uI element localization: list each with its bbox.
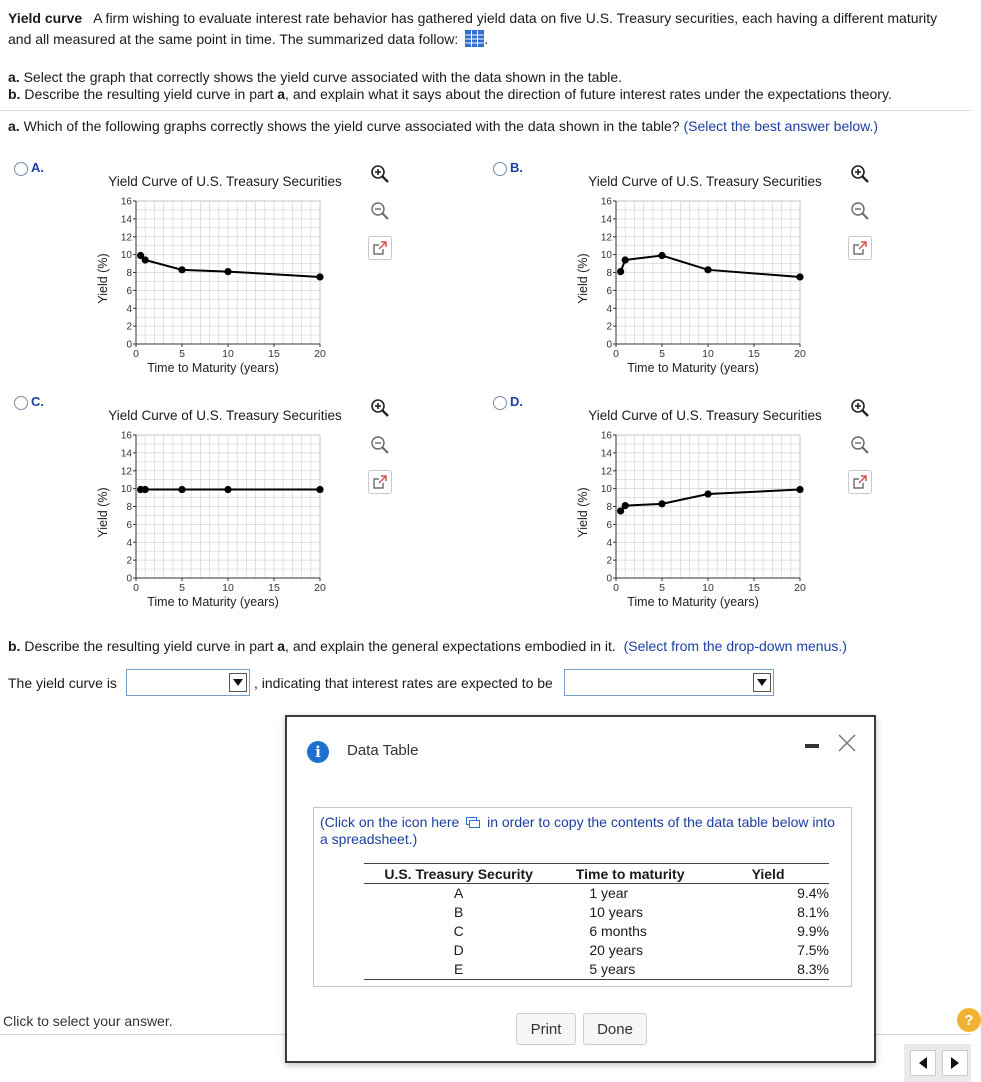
chart-grid xyxy=(136,435,320,578)
sentence-mid: , indicating that interest rates are expected to be xyxy=(254,675,553,691)
y-tick-label: 12 xyxy=(120,466,132,478)
data-point xyxy=(796,486,803,493)
x-tick-label: 0 xyxy=(133,348,139,360)
x-axis-label: Time to Maturity (years) xyxy=(627,595,759,609)
yield-cell: 8.3% xyxy=(707,960,829,980)
problem-intro: Yield curve A firm wishing to evaluate interest rate behavior has gathered yield data on five U.S. Treasury securities, each having a different maturity and all measured at the same point in time. The summarized data follow: . xyxy=(8,10,938,47)
y-tick-label: 2 xyxy=(606,555,612,567)
pop-out-icon[interactable] xyxy=(848,236,872,260)
x-tick-label: 20 xyxy=(794,582,806,594)
y-tick-label: 16 xyxy=(600,196,612,208)
table-row xyxy=(364,922,829,941)
x-tick-label: 10 xyxy=(702,582,714,594)
y-tick-label: 8 xyxy=(126,268,132,279)
data-table xyxy=(364,863,829,980)
option-b-radio[interactable] xyxy=(493,162,507,176)
chart-title: Yield Curve of U.S. Treasury Securities xyxy=(588,408,822,423)
divider xyxy=(0,110,971,111)
x-tick-label: 15 xyxy=(268,582,280,594)
maturity-cell: 20 years xyxy=(589,942,644,958)
x-tick-label: 5 xyxy=(179,582,185,594)
chart-option-d xyxy=(560,402,822,617)
minimize-icon[interactable] xyxy=(805,744,819,748)
y-tick-label: 0 xyxy=(126,573,132,585)
x-tick-label: 15 xyxy=(268,348,280,360)
data-point xyxy=(142,486,149,493)
y-tick-label: 16 xyxy=(600,430,612,442)
y-tick-label: 12 xyxy=(120,232,132,244)
zoom-in-icon[interactable] xyxy=(368,396,392,420)
dropdown-arrow-icon xyxy=(229,673,247,692)
y-tick-label: 16 xyxy=(120,196,132,208)
x-tick-label: 20 xyxy=(314,348,326,360)
x-tick-label: 10 xyxy=(222,348,234,360)
x-tick-label: 20 xyxy=(314,582,326,594)
y-axis-label: Yield (%) xyxy=(96,487,110,538)
data-table-panel xyxy=(313,807,852,987)
help-icon[interactable]: ? xyxy=(957,1008,981,1032)
chart-option-b xyxy=(560,168,822,383)
x-tick-label: 15 xyxy=(748,582,760,594)
data-point xyxy=(178,266,185,273)
part-a-instruction: a. Select the graph that correctly shows the yield curve associated with the data shown in the table. xyxy=(8,69,623,85)
y-tick-label: 4 xyxy=(126,303,132,315)
x-tick-label: 0 xyxy=(133,582,139,594)
data-point xyxy=(316,273,323,280)
y-tick-label: 2 xyxy=(606,321,612,333)
data-point xyxy=(224,486,231,493)
x-tick-label: 10 xyxy=(702,348,714,360)
yield-cell: 9.9% xyxy=(797,923,829,939)
y-tick-label: 14 xyxy=(600,448,612,460)
sentence-start: The yield curve is xyxy=(8,675,117,691)
part-b-instruction: b. Describe the resulting yield curve in part a, and explain what it says about the direction of future interest rates under the expectations theory. xyxy=(8,86,892,102)
data-point xyxy=(316,486,323,493)
security-cell: E xyxy=(364,960,553,980)
y-tick-label: 8 xyxy=(606,268,612,279)
zoom-out-icon[interactable] xyxy=(848,199,872,223)
security-cell: D xyxy=(453,942,464,958)
y-tick-label: 2 xyxy=(126,555,132,567)
data-point xyxy=(704,490,711,497)
y-tick-label: 14 xyxy=(600,214,612,226)
pop-out-icon[interactable] xyxy=(368,236,392,260)
security-cell: C xyxy=(453,923,464,939)
yield-cell: 9.4% xyxy=(797,885,829,901)
data-point xyxy=(224,268,231,275)
x-tick-label: 10 xyxy=(222,582,234,594)
y-tick-label: 8 xyxy=(126,502,132,513)
x-axis-label: Time to Maturity (years) xyxy=(147,361,279,375)
dropdown-arrow-icon xyxy=(753,673,771,692)
status-text: Click to select your answer. xyxy=(3,1013,173,1029)
y-tick-label: 12 xyxy=(600,232,612,244)
data-point xyxy=(704,266,711,273)
maturity-cell: 5 years xyxy=(553,960,707,980)
zoom-in-icon[interactable] xyxy=(848,396,872,420)
zoom-out-icon[interactable] xyxy=(368,199,392,223)
nav-arrows xyxy=(904,1044,971,1082)
option-d-label[interactable]: D. xyxy=(510,394,523,409)
info-icon: i xyxy=(307,741,329,763)
x-tick-label: 0 xyxy=(613,582,619,594)
y-tick-label: 6 xyxy=(606,519,612,531)
column-header-security: U.S. Treasury Security xyxy=(364,864,553,884)
y-tick-label: 6 xyxy=(606,285,612,297)
y-tick-label: 12 xyxy=(600,466,612,478)
y-axis-label: Yield (%) xyxy=(576,253,590,304)
x-tick-label: 20 xyxy=(794,348,806,360)
option-c-label[interactable]: C. xyxy=(31,394,44,409)
data-table-dialog xyxy=(285,715,876,1063)
close-icon[interactable] xyxy=(837,733,857,753)
x-tick-label: 0 xyxy=(613,348,619,360)
done-button[interactable]: Done xyxy=(583,1013,647,1045)
data-point xyxy=(178,486,185,493)
y-tick-label: 14 xyxy=(120,448,132,460)
zoom-in-icon[interactable] xyxy=(848,162,872,186)
yield-cell: 7.5% xyxy=(797,942,829,958)
problem-parts xyxy=(8,69,963,103)
chart-grid xyxy=(616,435,800,578)
chart-title: Yield Curve of U.S. Treasury Securities xyxy=(108,408,342,423)
table-row xyxy=(364,884,829,904)
data-point xyxy=(142,256,149,263)
x-tick-label: 5 xyxy=(659,348,665,360)
y-tick-label: 6 xyxy=(126,519,132,531)
y-tick-label: 6 xyxy=(126,285,132,297)
chart-option-c xyxy=(80,402,342,617)
option-a-radio[interactable] xyxy=(14,162,28,176)
copy-icon[interactable] xyxy=(466,815,480,826)
option-a-label[interactable]: A. xyxy=(31,160,44,175)
option-b-label[interactable]: B. xyxy=(510,160,523,175)
chart-title: Yield Curve of U.S. Treasury Securities xyxy=(108,174,342,189)
maturity-cell: 1 year xyxy=(589,885,629,901)
y-tick-label: 0 xyxy=(606,573,612,585)
table-row xyxy=(364,941,829,960)
data-point xyxy=(617,268,624,275)
data-point xyxy=(622,502,629,509)
chart-option-a xyxy=(80,168,342,383)
data-point xyxy=(796,273,803,280)
y-tick-label: 0 xyxy=(126,339,132,351)
yield-curve-line xyxy=(621,256,800,277)
x-axis-label: Time to Maturity (years) xyxy=(147,595,279,609)
y-tick-label: 8 xyxy=(606,502,612,513)
zoom-out-icon[interactable] xyxy=(368,433,392,457)
print-button[interactable]: Print xyxy=(516,1013,576,1045)
dialog-title: Data Table xyxy=(347,742,419,759)
security-cell: A xyxy=(453,885,464,901)
y-tick-label: 16 xyxy=(120,430,132,442)
security-cell: B xyxy=(453,904,464,920)
yield-cell: 8.1% xyxy=(797,904,829,920)
column-header-maturity: Time to maturity xyxy=(553,864,707,884)
zoom-in-icon[interactable] xyxy=(368,162,392,186)
option-d-radio[interactable] xyxy=(493,396,507,410)
x-tick-label: 5 xyxy=(179,348,185,360)
y-axis-label: Yield (%) xyxy=(96,253,110,304)
table-row xyxy=(364,960,829,980)
y-tick-label: 10 xyxy=(600,250,612,262)
pop-out-icon[interactable] xyxy=(848,470,872,494)
y-tick-label: 10 xyxy=(600,484,612,496)
option-c-radio[interactable] xyxy=(14,396,28,410)
y-tick-label: 4 xyxy=(606,303,612,315)
y-tick-label: 10 xyxy=(120,484,132,496)
zoom-out-icon[interactable] xyxy=(848,433,872,457)
interest-rate-direction-dropdown[interactable] xyxy=(564,669,774,696)
pop-out-icon[interactable] xyxy=(368,470,392,494)
table-row xyxy=(364,903,829,922)
next-arrow-icon[interactable] xyxy=(942,1050,968,1076)
maturity-cell: 10 years xyxy=(589,904,644,920)
maturity-cell: 6 months xyxy=(589,923,647,939)
y-tick-label: 14 xyxy=(120,214,132,226)
data-point xyxy=(622,256,629,263)
previous-arrow-icon[interactable] xyxy=(910,1050,936,1076)
y-tick-label: 4 xyxy=(606,537,612,549)
x-tick-label: 15 xyxy=(748,348,760,360)
y-axis-label: Yield (%) xyxy=(576,487,590,538)
y-tick-label: 4 xyxy=(126,537,132,549)
question-a: a. Which of the following graphs correctly shows the yield curve associated with the data shown in the table? (Select the best answer below.) xyxy=(8,118,879,134)
chart-title: Yield Curve of U.S. Treasury Securities xyxy=(588,174,822,189)
y-tick-label: 2 xyxy=(126,321,132,333)
data-point xyxy=(658,500,665,507)
data-table-icon[interactable] xyxy=(465,30,484,47)
y-tick-label: 10 xyxy=(120,250,132,262)
x-axis-label: Time to Maturity (years) xyxy=(627,361,759,375)
copy-note: (Click on the icon here in order to copy the contents of the data table below into a spreadsheet.) xyxy=(320,814,835,847)
problem-title: Yield curve xyxy=(8,10,83,26)
column-header-yield: Yield xyxy=(707,864,829,884)
question-b: b. Describe the resulting yield curve in part a, and explain the general expectations embodied in it. (Select from the drop-down menus.) xyxy=(8,638,847,654)
y-tick-label: 0 xyxy=(606,339,612,351)
x-tick-label: 5 xyxy=(659,582,665,594)
problem-intro-text: A firm wishing to evaluate interest rate behavior has gathered yield data on five U.S. Treasury securities, each having a different maturity and all measured at the same point in time. The summarized data follow: xyxy=(8,10,938,47)
yield-curve-shape-dropdown[interactable] xyxy=(126,669,250,696)
data-point xyxy=(658,252,665,259)
